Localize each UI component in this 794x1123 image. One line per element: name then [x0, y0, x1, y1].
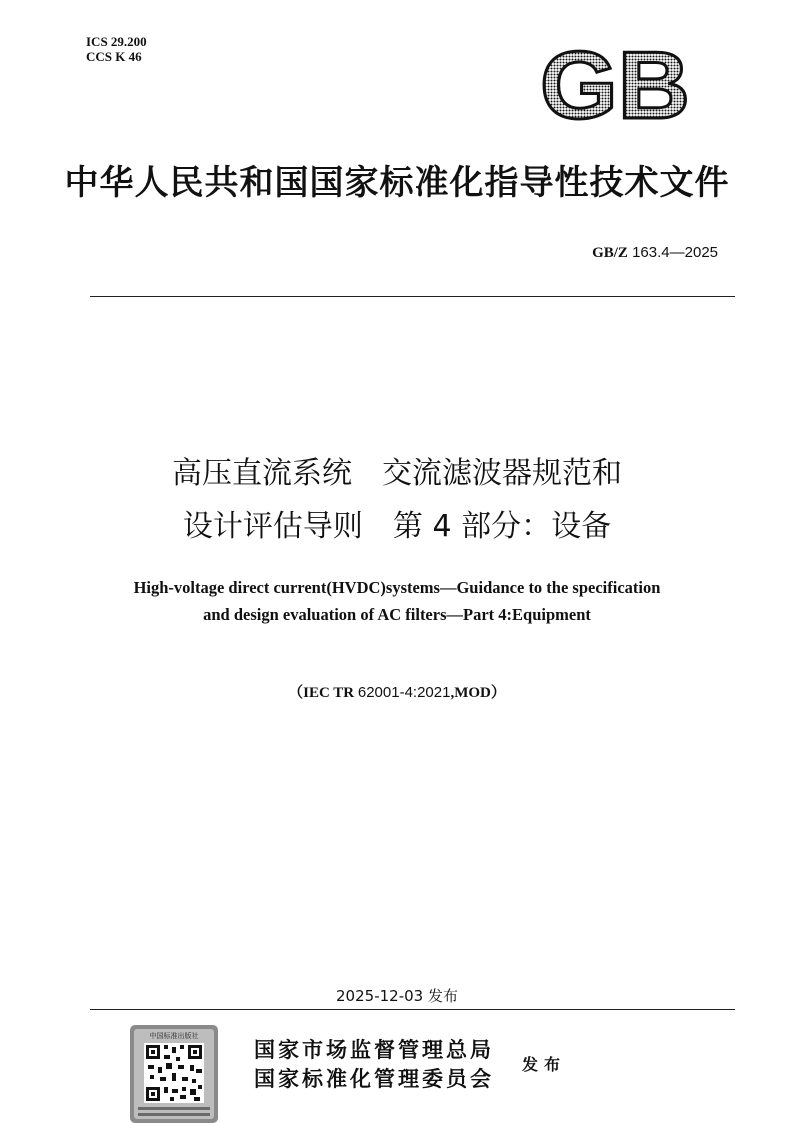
classification-codes	[86, 34, 147, 64]
title-cn-line2: 设计评估导则 第 4 部分：设备	[182, 509, 612, 544]
qr-label-text: 中国标准出版社	[149, 1032, 199, 1040]
top-divider	[90, 296, 735, 297]
ics-code: ICS 29.200	[86, 34, 147, 49]
adoption-degree: ,MOD）	[450, 685, 506, 701]
gb-logo	[538, 40, 692, 126]
ccs-code: CCS K 46	[86, 49, 142, 64]
standard-number	[592, 244, 718, 262]
publish-label: 发布	[522, 1055, 567, 1074]
title-en-line2: and design evaluation of AC filters—Part 4:Equipment	[203, 605, 591, 624]
title-en-line1: High-voltage direct current(HVDC)systems—Guidance to the specification	[133, 578, 661, 597]
bottom-divider	[90, 1009, 735, 1010]
issuer-samr: 国家市场监督管理总局	[254, 1037, 494, 1062]
adoption-note	[0, 681, 794, 702]
standard-prefix: GB/Z	[592, 245, 628, 261]
publish-date: 2025-12-03 发布	[336, 987, 458, 1005]
anti-counterfeit-qr-label	[130, 1025, 218, 1123]
issuer-sac: 国家标准化管理委员会	[254, 1066, 494, 1091]
adoption-prefix: （IEC TR	[288, 685, 358, 701]
org-title: 中华人民共和国国家标准化指导性技术文件	[64, 163, 730, 203]
svg-text:GB: GB	[540, 40, 690, 126]
standard-code: 163.4—2025	[632, 244, 718, 261]
adoption-reference: 62001-4:2021	[357, 684, 451, 701]
title-cn-line1: 高压直流系统 交流滤波器规范和	[172, 456, 622, 491]
